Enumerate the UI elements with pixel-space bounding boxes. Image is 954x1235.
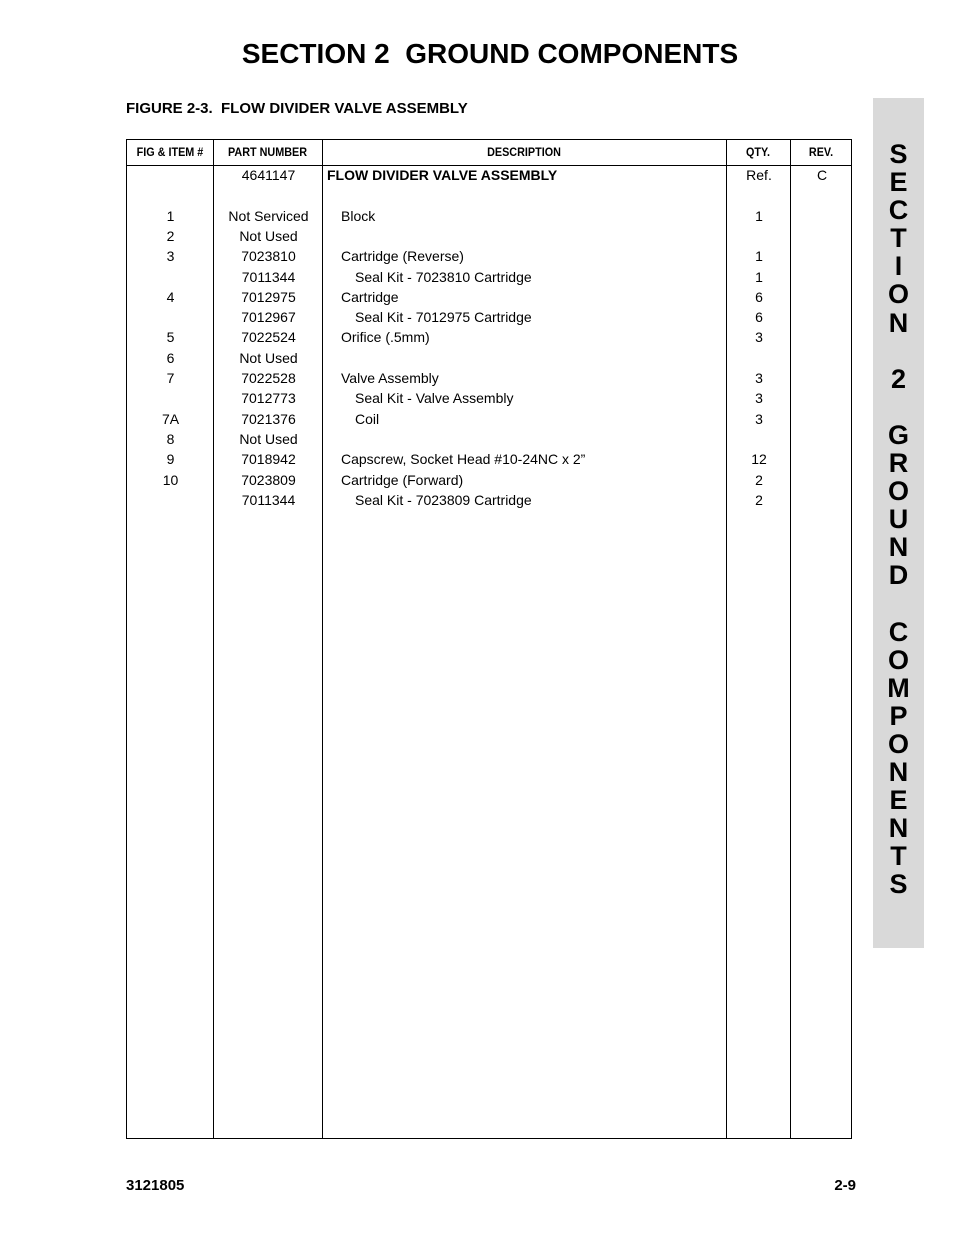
side-tab-letter: N [888, 757, 909, 788]
side-tab-letter [873, 337, 924, 365]
description: Coil [355, 410, 380, 427]
table-row [127, 431, 851, 451]
side-tab-letter: M [887, 672, 910, 703]
item-number: 4 [166, 288, 175, 305]
side-tab-letter: P [889, 700, 908, 731]
side-tab-letter: R [888, 448, 909, 479]
side-tab-letter: D [888, 560, 909, 591]
quantity: 3 [755, 370, 763, 386]
section-side-tab [873, 98, 924, 948]
side-tab-letter: O [887, 279, 909, 310]
part-number: 4641147 [241, 167, 296, 183]
quantity: 2 [755, 491, 763, 508]
header-qty: QTY. [745, 145, 770, 159]
side-tab-letter: 2 [890, 363, 907, 394]
item-number: 6 [166, 349, 175, 366]
side-tab-letter: T [890, 223, 907, 254]
quantity: 1 [755, 207, 763, 224]
item-number: 1 [166, 207, 175, 224]
part-number: 7018942 [241, 451, 296, 468]
quantity: 1 [755, 248, 763, 265]
description: Seal Kit - 7012975 Cartridge [355, 309, 532, 326]
side-tab-letter: I [894, 251, 903, 282]
quantity: 6 [755, 288, 763, 305]
description: Capscrew, Socket Head #10-24NC x 2” [341, 451, 586, 468]
side-tab-letter: N [888, 532, 909, 563]
side-tab-letter [873, 590, 924, 618]
part-number: 7012967 [241, 309, 296, 326]
side-tab-letter: S [889, 869, 908, 900]
part-number: Not Used [239, 349, 298, 366]
header-divider [127, 165, 851, 166]
side-tab-letter: E [889, 785, 908, 816]
side-tab-letter: T [890, 841, 907, 872]
description: Cartridge [341, 288, 399, 305]
table-row [127, 329, 851, 349]
part-number: Not Serviced [228, 207, 309, 224]
table-row [127, 289, 851, 309]
part-number: 7012975 [241, 288, 296, 305]
quantity: 3 [755, 410, 763, 427]
table-row [127, 269, 851, 289]
table-row [127, 309, 851, 329]
quantity: Ref. [746, 167, 772, 183]
side-tab-letter: E [889, 167, 908, 198]
table-row [127, 228, 851, 248]
table-row [127, 390, 851, 410]
description: Block [341, 207, 376, 224]
quantity: 3 [755, 329, 763, 346]
table-row [127, 167, 851, 187]
description: Cartridge (Forward) [341, 471, 464, 488]
part-number: 7022524 [241, 329, 296, 346]
side-tab-letter: G [887, 419, 909, 450]
section-title: SECTION 2 GROUND COMPONENTS [241, 38, 739, 69]
table-row [127, 451, 851, 471]
description: Seal Kit - 7023809 Cartridge [355, 491, 532, 508]
description: Seal Kit - Valve Assembly [355, 390, 514, 407]
table-row [127, 208, 851, 228]
side-tab-letter: N [888, 307, 909, 338]
page-number: 2-9 [834, 1177, 856, 1194]
doc-number: 3121805 [126, 1177, 185, 1194]
description: Cartridge (Reverse) [341, 248, 464, 265]
side-tab-letter [873, 393, 924, 421]
part-number: 7023810 [241, 248, 296, 265]
part-number: 7021376 [241, 410, 296, 427]
item-number: 9 [166, 451, 175, 468]
revision: C [816, 167, 828, 183]
quantity: 6 [755, 309, 763, 326]
description: Seal Kit - 7023810 Cartridge [355, 268, 532, 285]
table-row [127, 187, 851, 207]
side-tab-letter: O [887, 728, 909, 759]
part-number: 7011344 [241, 268, 296, 285]
table-row [127, 492, 851, 512]
part-number: 7023809 [241, 471, 296, 488]
item-number: 8 [166, 430, 175, 447]
table-row [127, 411, 851, 431]
part-number: Not Used [239, 430, 298, 447]
header-part-number: PART NUMBER [227, 145, 308, 159]
table-row [127, 370, 851, 390]
quantity: 2 [755, 471, 763, 488]
side-tab-letter: U [888, 504, 909, 535]
description: FLOW DIVIDER VALVE ASSEMBLY [327, 167, 558, 183]
side-tab-letter: N [888, 813, 909, 844]
header-rev: REV. [808, 145, 834, 159]
table-row [127, 350, 851, 370]
item-number: 2 [166, 227, 175, 244]
part-number: 7011344 [241, 491, 296, 508]
side-tab-letter: O [887, 476, 909, 507]
description: Valve Assembly [341, 370, 439, 386]
side-tab-letter: C [888, 616, 909, 647]
quantity: 3 [755, 390, 763, 407]
item-number: 3 [166, 248, 175, 265]
part-number: Not Used [239, 227, 298, 244]
part-number: 7022528 [241, 370, 296, 386]
item-number: 10 [162, 471, 179, 488]
item-number: 7A [161, 410, 180, 427]
side-tab-letter: S [889, 139, 908, 169]
quantity: 1 [755, 268, 763, 285]
table-row [127, 472, 851, 492]
figure-title: FIGURE 2-3. FLOW DIVIDER VALVE ASSEMBLY [126, 100, 468, 117]
header-fig-item: FIG & ITEM # [136, 145, 204, 159]
item-number: 7 [166, 370, 175, 386]
side-tab-letter: O [887, 644, 909, 675]
part-number: 7012773 [241, 390, 296, 407]
parts-table [126, 139, 852, 1139]
side-tab-letter: C [888, 195, 909, 226]
description: Orifice (.5mm) [341, 329, 430, 346]
header-description: DESCRIPTION [487, 145, 561, 159]
table-row [127, 248, 851, 268]
quantity: 12 [751, 451, 767, 468]
item-number: 5 [166, 329, 175, 346]
side-tab-label [873, 140, 924, 899]
